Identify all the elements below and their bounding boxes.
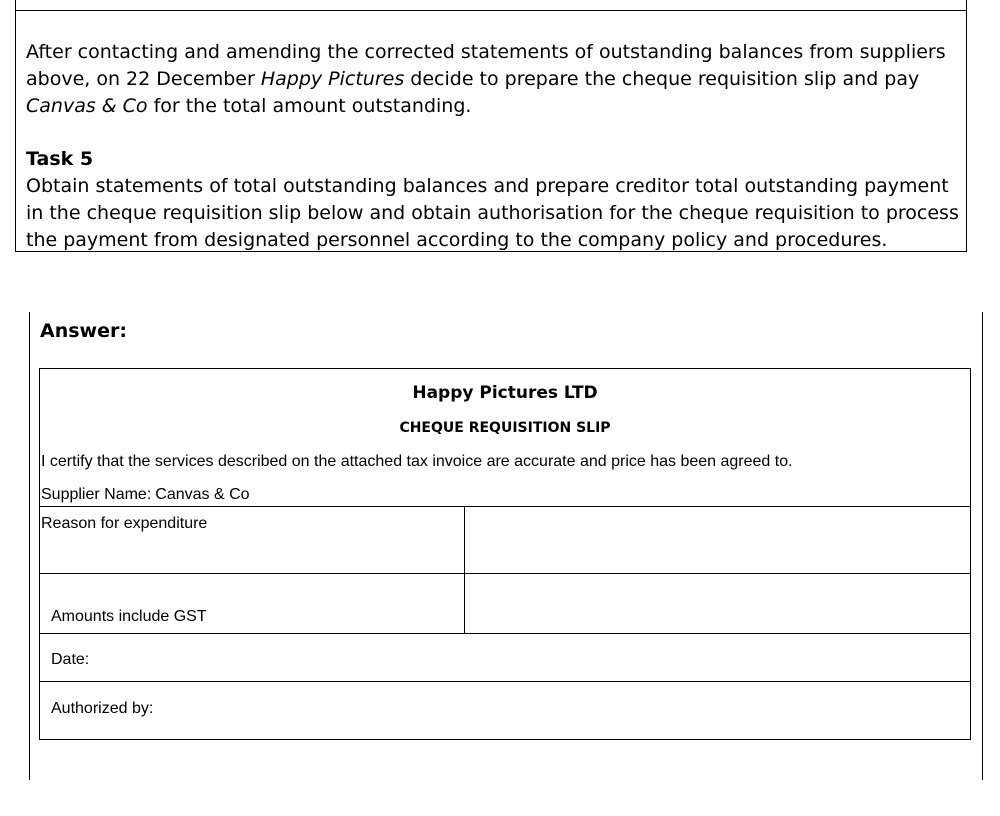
reason-label: Reason for expenditure: [41, 515, 208, 532]
supplier-row: [41, 486, 250, 504]
slip-company-name: Happy Pictures LTD: [412, 383, 598, 403]
task-box: [15, 0, 967, 252]
task-intro: [26, 39, 961, 120]
supplier-value: Canvas & Co: [155, 486, 250, 503]
intro-part-2: decide to prepare the cheque requisition slip and pay: [404, 68, 920, 90]
task-text: [26, 39, 961, 254]
cheque-requisition-slip: [39, 368, 971, 740]
date-label: Date:: [51, 651, 90, 668]
supplier-label: Supplier Name:: [41, 486, 152, 503]
grid-line-date-top: [40, 633, 970, 634]
grid-line-column-divider: [464, 506, 465, 634]
slip-title: CHEQUE REQUISITION SLIP: [399, 420, 611, 436]
intro-part-3: for the total amount outstanding.: [147, 95, 472, 117]
authorized-value-field[interactable]: [180, 687, 950, 733]
creditor-name-italic: Canvas & Co: [26, 95, 148, 117]
certify-statement: I certify that the services described on the attached tax invoice are accurate and price has been agreed to.: [41, 453, 793, 470]
task-body: Obtain statements of total outstanding balances and prepare creditor total outstanding payment in the cheque requisition slip below and obtain authorisation for the cheque requisition to process the payment from designated personnel according to the company policy and procedures.: [26, 175, 959, 251]
date-value-field[interactable]: [110, 639, 950, 677]
grid-line-gst-top: [40, 573, 970, 574]
authorized-label: Authorized by:: [51, 700, 154, 717]
answer-label: Answer:: [40, 320, 127, 342]
task-box-top-divider: [16, 10, 966, 11]
intro-part-1: After contacting and amending the corrected statements of outstanding balances from suppliers above, on 22 December: [26, 41, 946, 90]
reason-value-field[interactable]: [466, 508, 966, 572]
gst-value-field[interactable]: [466, 575, 966, 632]
gst-label: Amounts include GST: [51, 608, 207, 625]
grid-line-authorized-top: [40, 681, 970, 682]
company-name-italic: Happy Pictures: [260, 68, 405, 90]
grid-line-reason-top: [40, 506, 970, 507]
task-heading: Task 5: [26, 148, 94, 170]
